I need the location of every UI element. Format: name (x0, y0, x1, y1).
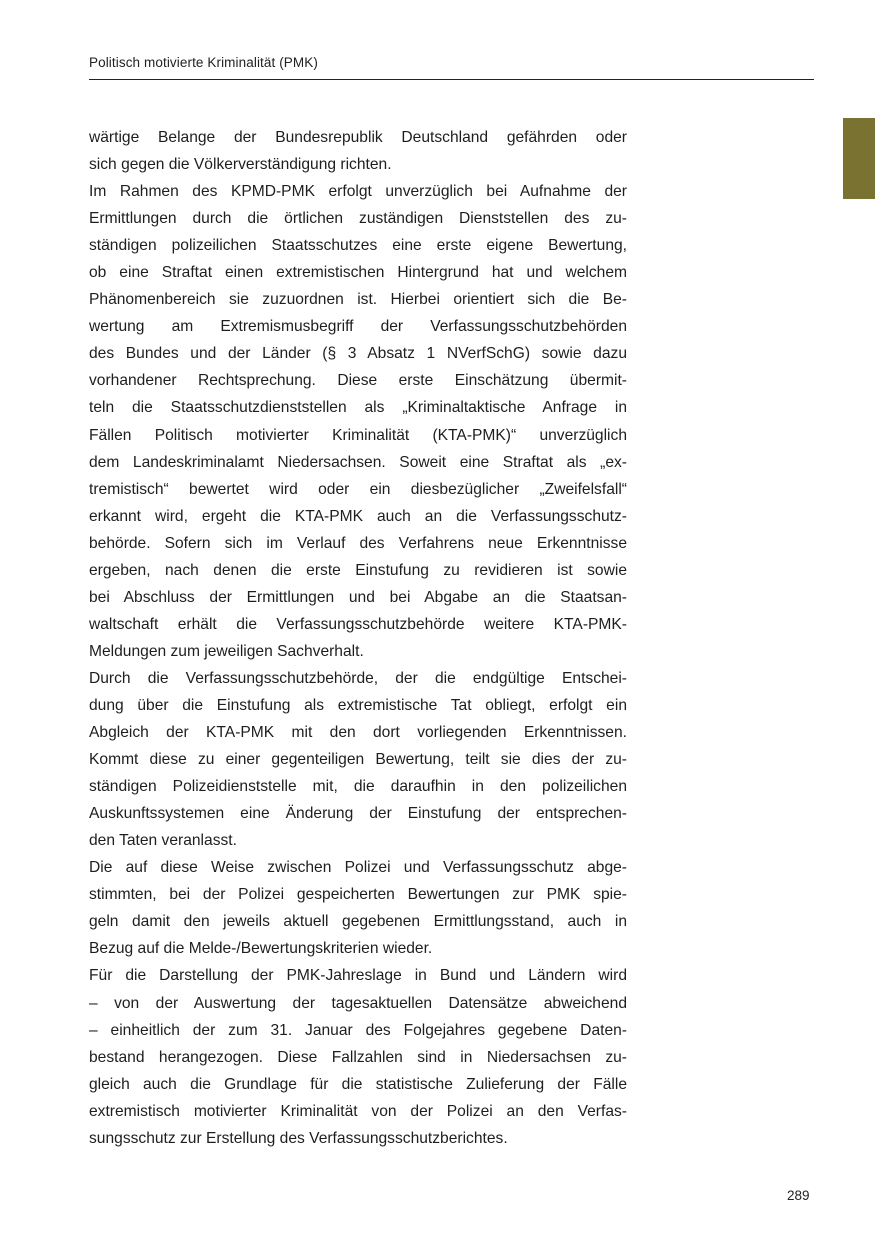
text-line: den Taten veranlasst. (89, 832, 237, 850)
text-line: Kommt diese zu einer gegenteiligen Bewertung, teilt sie dies der zu- (89, 751, 627, 769)
text-line: Ermittlungen durch die örtlichen zuständigen Dienststellen des zu- (89, 210, 627, 228)
text-line: erkannt wird, ergeht die KTA-PMK auch an die Verfassungsschutz- (89, 507, 627, 525)
text-line: wärtige Belange der Bundesrepublik Deutschland gefährden oder (89, 129, 627, 146)
text-line: Abgleich der KTA-PMK mit den dort vorliegenden Erkenntnissen. (89, 724, 627, 742)
header-divider (89, 79, 814, 80)
page-number: 289 (787, 1188, 810, 1203)
text-line: sungsschutz zur Erstellung des Verfassungsschutzberichtes. (89, 1129, 508, 1147)
text-line: gleich auch die Grundlage für die statistische Zulieferung der Fälle (89, 1075, 627, 1093)
paragraph (89, 962, 627, 1151)
text-line: bei Abschluss der Ermittlungen und bei Abgabe an die Staatsan- (89, 588, 627, 606)
text-line: des Bundes und der Länder (§ 3 Absatz 1 NVerfSchG) sowie dazu (89, 345, 627, 363)
text-line: Die auf diese Weise zwischen Polizei und Verfassungsschutz abge- (89, 859, 627, 877)
text-line: extremistisch motivierter Kriminalität von der Polizei an den Verfas- (89, 1102, 627, 1120)
text-line: ob eine Straftat einen extremistischen Hintergrund hat und welchem (89, 264, 627, 282)
text-line: wertung am Extremismusbegriff der Verfassungsschutzbehörden (89, 318, 627, 336)
text-line: geln damit den jeweils aktuell gegebenen Ermittlungsstand, auch in (89, 913, 627, 931)
text-line: Fällen Politisch motivierter Kriminalität (KTA-PMK)“ unverzüglich (89, 426, 627, 444)
text-line: ständigen Polizeidienststelle mit, die daraufhin in den polizeilichen (89, 778, 627, 796)
body-text (89, 124, 627, 1152)
paragraph (89, 124, 627, 178)
text-line: Phänomenbereich sie zuzuordnen ist. Hierbei orientiert sich die Be- (89, 291, 627, 309)
text-line: teln die Staatsschutzdienststellen als „Kriminaltaktische Anfrage in (89, 399, 627, 417)
text-line: tremistisch“ bewertet wird oder ein diesbezüglicher „Zweifelsfall“ (89, 480, 627, 498)
section-marker-tab (843, 118, 875, 199)
text-line: vorhandener Rechtsprechung. Diese erste Einschätzung übermit- (89, 372, 627, 390)
text-line: behörde. Sofern sich im Verlauf des Verfahrens neue Erkenntnisse (89, 534, 627, 552)
text-line: – von der Auswertung der tagesaktuellen Datensätze abweichend (89, 994, 627, 1012)
paragraph (89, 854, 627, 962)
text-line: ständigen polizeilichen Staatsschutzes eine erste eigene Bewertung, (89, 237, 627, 255)
text-line: Durch die Verfassungsschutzbehörde, der die endgültige Entschei- (89, 669, 627, 687)
text-line: Auskunftssystemen eine Änderung der Einstufung der entsprechen- (89, 805, 627, 823)
text-line: Im Rahmen des KPMD-PMK erfolgt unverzüglich bei Aufnahme der (89, 183, 627, 201)
text-line: dung über die Einstufung als extremistische Tat obliegt, erfolgt ein (89, 696, 627, 714)
text-line: Für die Darstellung der PMK-Jahreslage in Bund und Ländern wird (89, 967, 627, 985)
text-line: Meldungen zum jeweiligen Sachverhalt. (89, 642, 364, 660)
text-line: dem Landeskriminalamt Niedersachsen. Soweit eine Straftat als „ex- (89, 453, 627, 471)
text-line: stimmten, bei der Polizei gespeicherten Bewertungen zur PMK spie- (89, 886, 627, 904)
paragraph (89, 178, 627, 665)
text-line: bestand herangezogen. Diese Fallzahlen sind in Niedersachsen zu- (89, 1048, 627, 1066)
running-header-title: Politisch motivierte Kriminalität (PMK) (89, 55, 318, 70)
text-line: ergeben, nach denen die erste Einstufung zu revidieren ist sowie (89, 561, 627, 579)
text-line: waltschaft erhält die Verfassungsschutzbehörde weitere KTA-PMK- (89, 615, 627, 633)
text-line: sich gegen die Völkerverständigung richten. (89, 156, 392, 174)
text-line: – einheitlich der zum 31. Januar des Folgejahres gegebene Daten- (89, 1021, 627, 1039)
paragraph (89, 665, 627, 854)
text-line: Bezug auf die Melde-/Bewertungskriterien wieder. (89, 940, 433, 958)
